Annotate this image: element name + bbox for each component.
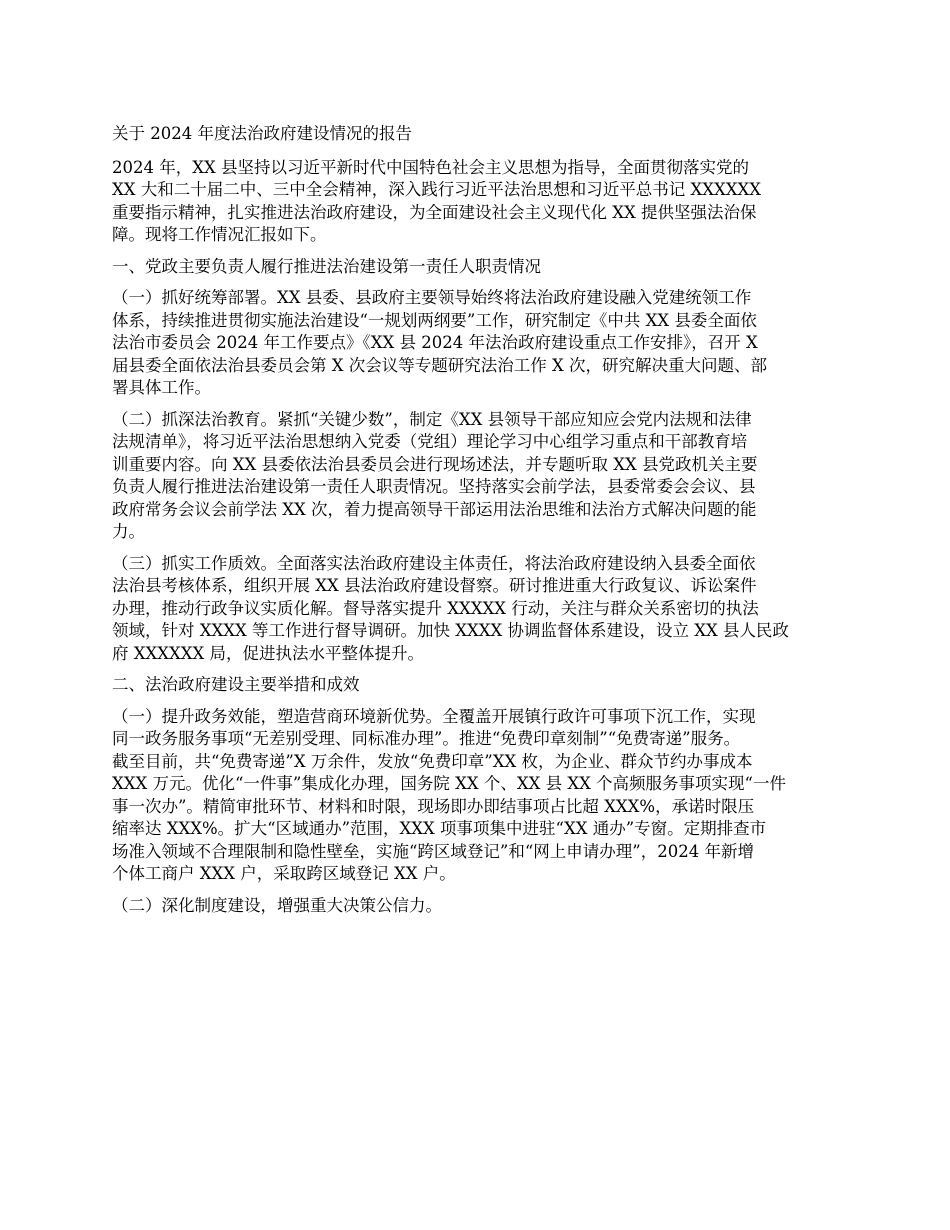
text-line: 体系，持续推进贯彻实施法治建设“一规划两纲要”工作，研究制定《中共 XX 县委全面依 [112,310,757,330]
text-line: 个体工商户 XXX 户，采取跨区域登记 XX 户。 [112,864,456,883]
text-line: 障。现将工作情况汇报如下。 [112,225,327,244]
text-line: 一、党政主要负责人履行推进法治建设第一责任人职责情况 [112,256,541,276]
text-line: 2024 年，XX 县坚持以习近平新时代中国特色社会主义思想为指导，全面贯彻落实党的 [112,157,749,177]
text-line: 同一政务服务事项“无差别受理、同标准办理”。推进“免费印章刻制”“免费寄递”服务。 [112,729,741,748]
text-line: 事一次办”。精简审批环节、材料和时限，现场即办即结事项占比超 XXX%，承诺时限压 [112,796,755,816]
text-line: （二）深化制度建设，增强重大决策公信力。 [112,895,442,915]
text-line: 府 XXXXXX 局，促进执法水平整体提升。 [112,643,424,663]
text-line: 署具体工作。 [112,378,211,397]
paragraph [112,409,842,544]
paragraph [112,287,842,400]
paragraph [112,706,842,886]
text-line: 截至目前，共“免费寄递”X 万余件，发放“免费印章”XX 枚，为企业、群众节约办事成本 [112,751,753,771]
text-line: （一）提升政务效能，塑造营商环境新优势。全覆盖开展镇行政许可事项下沉工作，实现 [112,706,756,726]
text-line: （一）抓好统筹部署。XX 县委、县政府主要领导始终将法治政府建设融入党建统领工作 [112,288,752,307]
text-line: 法治县考核体系，组织开展 XX 县法治政府建设督察。研讨推进重大行政复议、诉讼案件 [112,576,757,595]
text-line: 力。 [112,522,145,541]
paragraph [112,256,842,279]
text-line: 政府常务会议会前学法 XX 次，着力提高领导干部运用法治思维和法治方式解决问题的能 [112,499,757,519]
text-line: XXX 万元。优化“一件事”集成化办理，国务院 XX 个、XX 县 XX 个高频服务事项实现“一件 [112,774,786,793]
text-line: 二、法治政府建设主要举措和成效 [112,675,360,694]
paragraph [112,553,842,666]
document-title: 关于 2024 年度法治政府建设情况的报告 [112,124,412,143]
document-body [112,123,842,926]
text-line: （二）抓深法治教育。紧抓“关键少数”，制定《XX 县领导干部应知应会党内法规和法律 [112,409,752,429]
document-paragraphs [112,157,842,918]
paragraph [112,674,842,697]
text-line: 负责人履行推进法治建设第一责任人职责情况。坚持落实会前学法，县委常委会会议、县 [112,477,756,496]
text-line: 领域，针对 XXXX 等工作进行督导调研。加快 XXXX 协调监督体系建设，设立 XX 县人民政 [112,621,789,640]
text-line: XX 大和二十届二中、三中全会精神，深入践行习近平法治思想和习近平总书记 XXXXXX [112,180,761,199]
text-line: 训重要内容。向 XX 县委依法治县委员会进行现场述法，并专题听取 XX 县党政机关主要 [112,454,758,474]
text-line: 法规清单》，将习近平法治思想纳入党委（党组）理论学习中心组学习重点和干部教育培 [112,432,748,451]
text-line: （三）抓实工作质效。全面落实法治政府建设主体责任，将法治政府建设纳入县委全面依 [112,553,756,573]
text-line: 届县委全面依法治县委员会第 X 次会议等专题研究法治工作 X 次，研究解决重大问题、部 [112,355,767,375]
text-line: 办理，推动行政争议实质化解。督导落实提升 XXXXX 行动，关注与群众关系密切的执法 [112,598,759,618]
text-line: 法治市委员会 2024 年工作要点》《XX 县 2024 年法治政府建设重点工作安排》，召开 X [112,333,758,352]
text-line: 重要指示精神，扎实推进法治政府建设，为全面建设社会主义现代化 XX 提供坚强法治保 [112,202,757,222]
text-line: 缩率达 XXX%。扩大“区域通办”范围，XXX 项事项集中进驻“XX 通办”专窗。定期排查市 [112,819,767,838]
paragraph [112,895,842,918]
text-line: 场准入领域不合理限制和隐性壁垒，实施“跨区域登记”和“网上申请办理”，2024 年新增 [112,841,754,861]
paragraph [112,157,842,247]
